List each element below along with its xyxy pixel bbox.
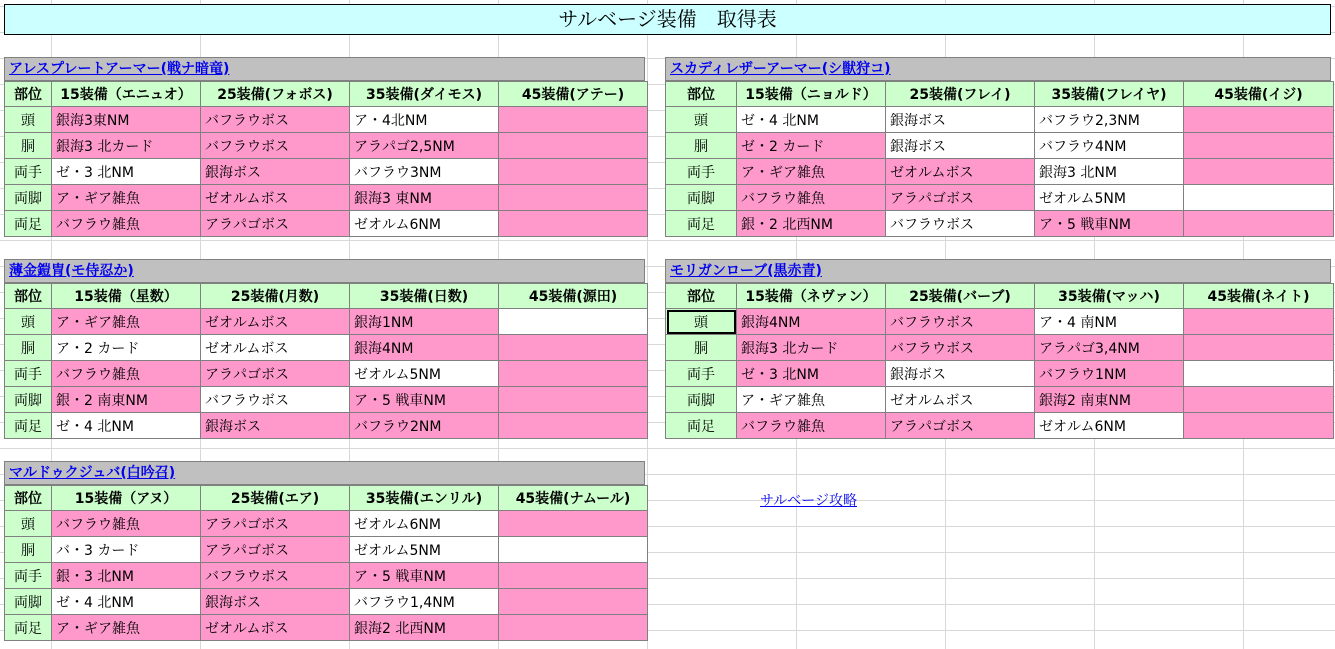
source-cell[interactable]: バフラウ雑魚 (52, 361, 201, 387)
table-row (5, 361, 648, 387)
table-row (666, 309, 1334, 335)
source-cell[interactable] (499, 387, 648, 413)
source-cell[interactable]: バフラウボス (201, 107, 350, 133)
equipment-table (665, 81, 1334, 237)
part-cell[interactable]: 両手 (666, 159, 737, 185)
equipment-table (665, 283, 1334, 439)
equipment-table (4, 81, 648, 237)
source-cell[interactable]: バフラウ2NM (350, 413, 499, 439)
table-row (666, 361, 1334, 387)
column-header-tier[interactable]: 15装備（星数） (52, 284, 201, 309)
part-cell[interactable]: 胴 (5, 133, 52, 159)
source-cell[interactable]: ゼオルムボス (201, 185, 350, 211)
source-cell[interactable]: ゼ・2 カード (737, 133, 886, 159)
header-row (5, 82, 648, 107)
source-cell[interactable]: ゼオルム5NM (350, 361, 499, 387)
column-header-tier[interactable]: 35装備(ダイモス) (350, 82, 499, 107)
column-header-part[interactable]: 部位 (5, 486, 52, 511)
source-cell[interactable]: ゼオルム6NM (350, 511, 499, 537)
source-cell[interactable]: バフラウ4NM (1035, 133, 1184, 159)
part-cell[interactable]: 胴 (666, 133, 737, 159)
table-row (5, 615, 648, 641)
source-cell[interactable]: ゼ・3 北NM (737, 361, 886, 387)
source-cell[interactable]: バフラウ雑魚 (737, 185, 886, 211)
source-cell[interactable]: 銀海1NM (350, 309, 499, 335)
source-cell[interactable] (499, 335, 648, 361)
source-cell[interactable]: バフラウ1NM (1035, 361, 1184, 387)
table-row (666, 159, 1334, 185)
part-cell[interactable]: 両足 (666, 413, 737, 439)
table-row (666, 133, 1334, 159)
table-row (5, 133, 648, 159)
source-cell[interactable]: 銀海ボス (201, 589, 350, 615)
header-row (5, 486, 648, 511)
column-header-tier[interactable]: 15装備（ニョルド） (737, 82, 886, 107)
header-row (666, 82, 1334, 107)
source-cell[interactable]: 銀海3 東NM (350, 185, 499, 211)
column-header-tier[interactable]: 15装備（ネヴァン） (737, 284, 886, 309)
source-cell[interactable]: ゼ・4 北NM (52, 589, 201, 615)
source-cell[interactable]: ア・ギア雑魚 (52, 615, 201, 641)
part-cell[interactable]: 両脚 (666, 387, 737, 413)
table-row (666, 185, 1334, 211)
source-cell[interactable] (1184, 309, 1334, 335)
source-cell[interactable]: バフラウ雑魚 (52, 511, 201, 537)
part-cell[interactable]: 両手 (5, 563, 52, 589)
column-header-tier[interactable]: 25装備(エア) (201, 486, 350, 511)
source-cell[interactable] (1184, 107, 1334, 133)
source-cell[interactable]: アラパゴボス (886, 413, 1035, 439)
source-cell[interactable]: ゼオルムボス (886, 387, 1035, 413)
source-cell[interactable]: アラパゴボス (201, 537, 350, 563)
table-row (5, 159, 648, 185)
block-header (4, 57, 645, 81)
table-row (666, 211, 1334, 237)
block-header (665, 57, 1331, 81)
block-title-link[interactable]: スカディレザーアーマー(シ獣狩コ) (670, 61, 891, 77)
source-cell[interactable]: アラパゴボス (201, 511, 350, 537)
part-cell[interactable]: 頭 (666, 309, 737, 335)
column-header-part[interactable]: 部位 (666, 82, 737, 107)
header-row (5, 284, 648, 309)
column-header-tier[interactable]: 25装備(フォボス) (201, 82, 350, 107)
source-cell[interactable]: ア・ギア雑魚 (52, 185, 201, 211)
part-cell[interactable]: 両足 (666, 211, 737, 237)
source-cell[interactable] (499, 107, 648, 133)
source-cell[interactable] (499, 511, 648, 537)
equipment-block-morrigan (665, 259, 1331, 439)
source-cell[interactable] (499, 133, 648, 159)
equipment-block-usukane (4, 259, 645, 439)
source-cell[interactable]: ゼオルム6NM (1035, 413, 1184, 439)
table-row (666, 387, 1334, 413)
source-cell[interactable]: 銀海4NM (350, 335, 499, 361)
salvage-guide-link[interactable]: サルベージ攻略 (760, 493, 858, 509)
part-cell[interactable]: 両手 (666, 361, 737, 387)
column-header-tier[interactable]: 45装備(ネイト) (1184, 284, 1334, 309)
column-header-part[interactable]: 部位 (5, 82, 52, 107)
source-cell[interactable]: バフラウ雑魚 (52, 211, 201, 237)
source-cell[interactable]: ゼオルム5NM (350, 537, 499, 563)
table-row (666, 335, 1334, 361)
source-cell[interactable]: アラパゴボス (201, 211, 350, 237)
source-cell[interactable]: アラパゴボス (886, 185, 1035, 211)
table-row (5, 309, 648, 335)
source-cell[interactable]: ア・ギア雑魚 (737, 159, 886, 185)
part-cell[interactable]: 両脚 (5, 185, 52, 211)
table-row (5, 563, 648, 589)
source-cell[interactable]: 銀海ボス (886, 133, 1035, 159)
source-cell[interactable] (1184, 361, 1334, 387)
source-cell[interactable]: ゼオルムボス (201, 335, 350, 361)
table-row (5, 185, 648, 211)
source-cell[interactable] (499, 309, 648, 335)
source-cell[interactable] (499, 563, 648, 589)
source-cell[interactable]: バフラウボス (886, 335, 1035, 361)
block-title-link[interactable]: 薄金鎧冑(モ侍忍か) (9, 263, 134, 279)
column-header-tier[interactable]: 45装備(アテー) (499, 82, 648, 107)
column-header-tier[interactable]: 45装備(源田) (499, 284, 648, 309)
source-cell[interactable]: ゼオルムボス (886, 159, 1035, 185)
part-cell[interactable]: 両脚 (5, 589, 52, 615)
block-header (4, 461, 645, 485)
source-cell[interactable]: バフラウボス (886, 211, 1035, 237)
source-cell[interactable] (1184, 387, 1334, 413)
block-header (665, 259, 1331, 283)
source-cell[interactable]: アラパゴボス (201, 361, 350, 387)
table-row (5, 387, 648, 413)
source-cell[interactable] (1184, 413, 1334, 439)
source-cell[interactable] (499, 615, 648, 641)
equipment-block-marduk (4, 461, 645, 641)
source-cell[interactable]: バフラウ2,3NM (1035, 107, 1184, 133)
source-cell[interactable] (499, 159, 648, 185)
header-row (666, 284, 1334, 309)
source-cell[interactable]: バフラウ1,4NM (350, 589, 499, 615)
equipment-block-skadi (665, 57, 1331, 237)
part-cell[interactable]: 両脚 (666, 185, 737, 211)
block-header (4, 259, 645, 283)
table-row (5, 589, 648, 615)
part-cell[interactable]: 胴 (5, 537, 52, 563)
source-cell[interactable] (1184, 335, 1334, 361)
source-cell[interactable]: 銀海3 北カード (737, 335, 886, 361)
part-cell[interactable]: 両手 (5, 159, 52, 185)
table-row (5, 107, 648, 133)
source-cell[interactable]: 銀海3 北カード (52, 133, 201, 159)
source-cell[interactable]: ゼオルムボス (201, 615, 350, 641)
part-cell[interactable]: 胴 (666, 335, 737, 361)
block-title-link[interactable]: アレスプレートアーマー(戦ナ暗竜) (9, 61, 230, 77)
source-cell[interactable] (499, 185, 648, 211)
part-cell[interactable]: 両脚 (5, 387, 52, 413)
column-header-tier[interactable]: 25装備(月数) (201, 284, 350, 309)
source-cell[interactable]: バフラウボス (201, 133, 350, 159)
column-header-tier[interactable]: 35装備(エンリル) (350, 486, 499, 511)
source-cell[interactable]: 銀海ボス (886, 107, 1035, 133)
source-cell[interactable]: ア・ギア雑魚 (52, 309, 201, 335)
column-header-tier[interactable]: 25装備(バーブ) (886, 284, 1035, 309)
source-cell[interactable]: ア・4 南NM (1035, 309, 1184, 335)
column-header-part[interactable]: 部位 (666, 284, 737, 309)
table-row (5, 413, 648, 439)
source-cell[interactable]: 銀海ボス (201, 159, 350, 185)
source-cell[interactable] (499, 413, 648, 439)
part-cell[interactable]: 両足 (5, 413, 52, 439)
source-cell[interactable]: 銀海3 北NM (1035, 159, 1184, 185)
sheet-title: サルベージ装備 取得表 (4, 4, 1331, 35)
part-cell[interactable]: 頭 (5, 511, 52, 537)
source-cell[interactable]: ゼオルムボス (201, 309, 350, 335)
source-cell[interactable]: 銀・3 北NM (52, 563, 201, 589)
part-cell[interactable]: 両足 (5, 615, 52, 641)
column-header-tier[interactable]: 35装備(マッハ) (1035, 284, 1184, 309)
source-cell[interactable]: バフラウ3NM (350, 159, 499, 185)
source-cell[interactable]: 銀・2 北西NM (737, 211, 886, 237)
source-cell[interactable]: バフラウボス (201, 563, 350, 589)
source-cell[interactable]: ア・4北NM (350, 107, 499, 133)
source-cell[interactable]: 銀海2 南東NM (1035, 387, 1184, 413)
source-cell[interactable]: 銀海4NM (737, 309, 886, 335)
source-cell[interactable]: ア・2 カード (52, 335, 201, 361)
source-cell[interactable]: アラパゴ3,4NM (1035, 335, 1184, 361)
block-title-link[interactable]: マルドゥクジュバ(白吟召) (9, 465, 176, 481)
source-cell[interactable]: ゼオルム6NM (350, 211, 499, 237)
source-cell[interactable]: 銀海ボス (886, 361, 1035, 387)
column-header-tier[interactable]: 35装備(日数) (350, 284, 499, 309)
block-title-link[interactable]: モリガンローブ(黒赤青) (670, 263, 822, 279)
column-header-part[interactable]: 部位 (5, 284, 52, 309)
column-header-tier[interactable]: 45装備(ナムール) (499, 486, 648, 511)
part-cell[interactable]: 頭 (666, 107, 737, 133)
part-cell[interactable]: 両手 (5, 361, 52, 387)
source-cell[interactable]: バフラウボス (201, 387, 350, 413)
part-cell[interactable]: 胴 (5, 335, 52, 361)
source-cell[interactable]: ゼ・4 北NM (737, 107, 886, 133)
source-cell[interactable]: 銀・2 南東NM (52, 387, 201, 413)
source-cell[interactable]: ア・5 戦車NM (350, 387, 499, 413)
source-cell[interactable] (499, 537, 648, 563)
source-cell[interactable]: バ・3 カード (52, 537, 201, 563)
source-cell[interactable]: ア・ギア雑魚 (737, 387, 886, 413)
table-row (666, 413, 1334, 439)
table-row (5, 335, 648, 361)
source-cell[interactable]: ア・5 戦車NM (1035, 211, 1184, 237)
part-cell[interactable]: 頭 (5, 309, 52, 335)
source-cell[interactable] (1184, 211, 1334, 237)
source-cell[interactable]: アラパゴ2,5NM (350, 133, 499, 159)
source-cell[interactable]: 銀海3東NM (52, 107, 201, 133)
source-cell[interactable] (499, 211, 648, 237)
source-cell[interactable] (499, 589, 648, 615)
part-cell[interactable]: 両足 (5, 211, 52, 237)
table-row (5, 537, 648, 563)
source-cell[interactable] (1184, 159, 1334, 185)
source-cell[interactable] (1184, 133, 1334, 159)
equipment-table (4, 283, 648, 439)
equipment-table (4, 485, 648, 641)
column-header-tier[interactable]: 25装備(フレイ) (886, 82, 1035, 107)
column-header-tier[interactable]: 15装備（エニュオ） (52, 82, 201, 107)
table-row (5, 211, 648, 237)
source-cell[interactable]: バフラウ雑魚 (737, 413, 886, 439)
column-header-tier[interactable]: 45装備(イジ) (1184, 82, 1334, 107)
source-cell[interactable]: 銀海ボス (201, 413, 350, 439)
column-header-tier[interactable]: 35装備(フレイヤ) (1035, 82, 1184, 107)
table-row (5, 511, 648, 537)
part-cell[interactable]: 頭 (5, 107, 52, 133)
source-cell[interactable] (1184, 185, 1334, 211)
source-cell[interactable]: バフラウボス (886, 309, 1035, 335)
source-cell[interactable]: ゼオルム5NM (1035, 185, 1184, 211)
source-cell[interactable] (499, 361, 648, 387)
source-cell[interactable]: 銀海2 北西NM (350, 615, 499, 641)
source-cell[interactable]: ゼ・3 北NM (52, 159, 201, 185)
source-cell[interactable]: ア・5 戦車NM (350, 563, 499, 589)
table-row (666, 107, 1334, 133)
equipment-block-ares (4, 57, 645, 237)
column-header-tier[interactable]: 15装備（アヌ） (52, 486, 201, 511)
source-cell[interactable]: ゼ・4 北NM (52, 413, 201, 439)
